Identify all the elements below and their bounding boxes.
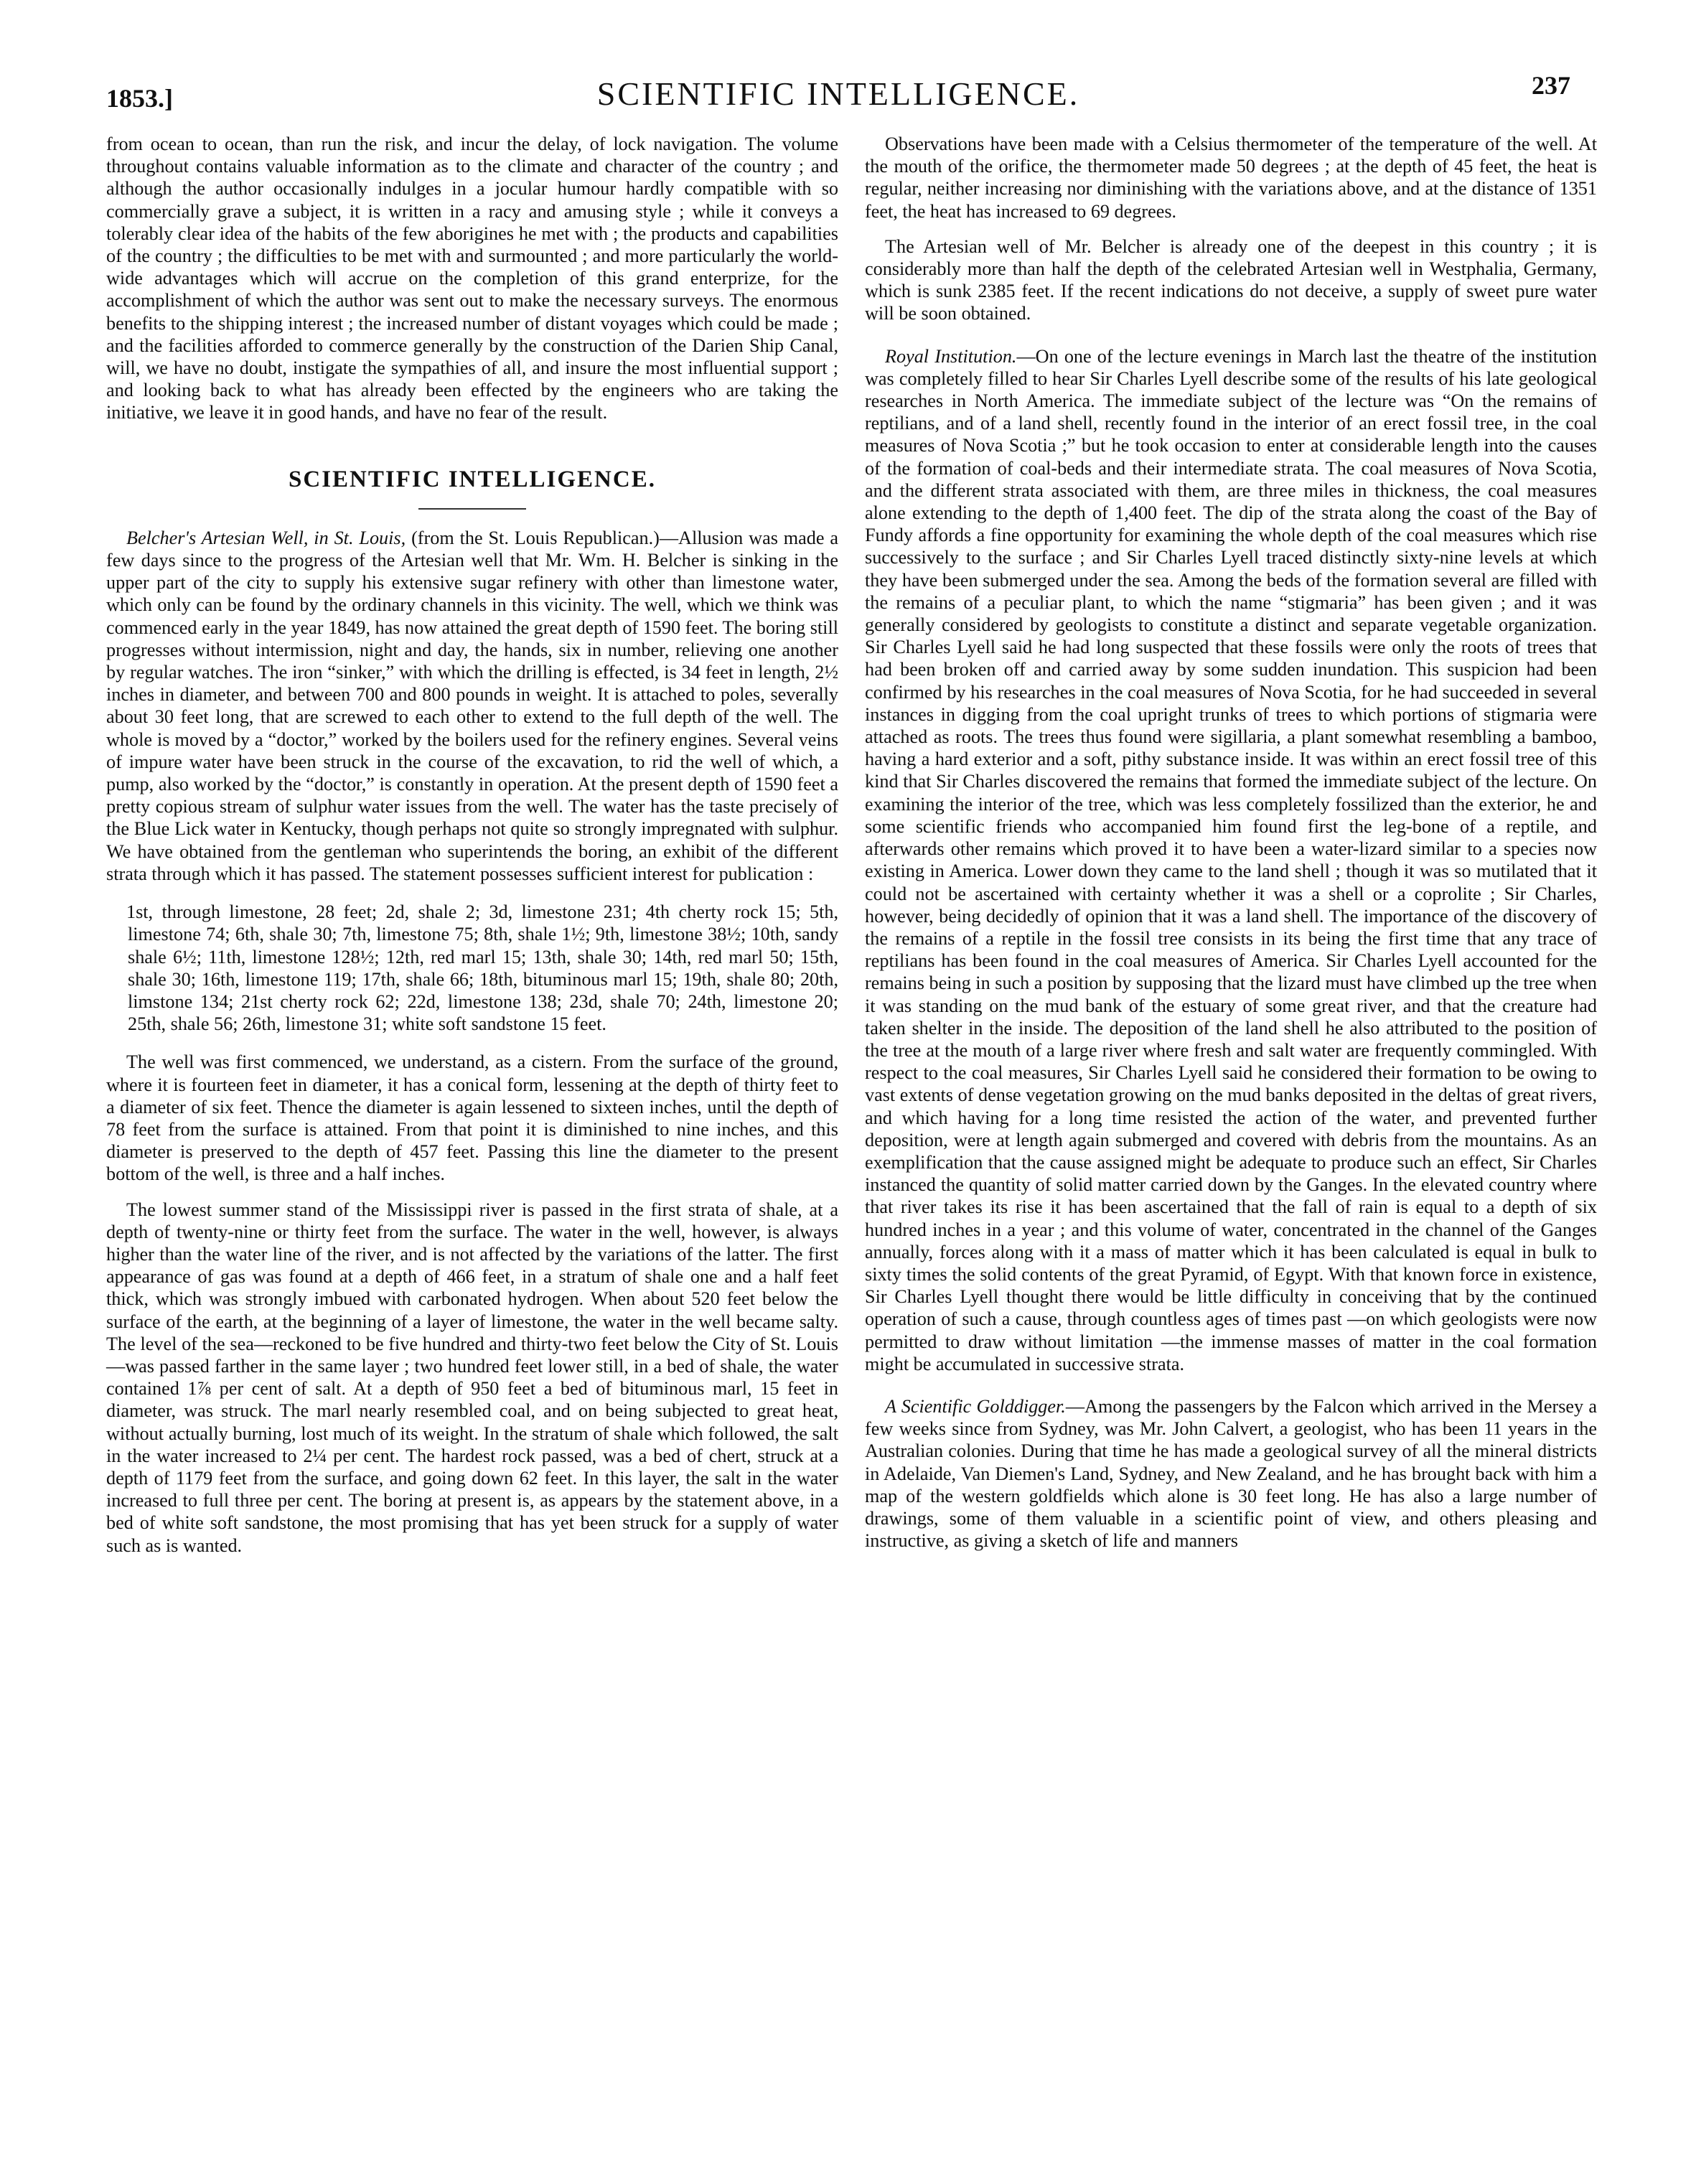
artesian-body: —Allusion was made a few days since to the progress of the Artesian well that Mr. Wm. H. Belcher is sinking in the upper part of the city to supply his extensive sugar refinery with other than limestone water, which only can be found by the ordinary channels in this vicinity. The well, which we think was commenced early in the year 1849, has now attained the great depth of 1590 feet. The boring still progresses without intermission, night and day, the hands, six in number, relieving one another by regular watches. The iron “sinker,” with which the drilling is effected, is 34 feet in length, 2½ inches in diameter, and between 700 and 800 pounds in weight. It is attached to poles, severally about 30 feet long, that are screwed to each other to extend to the full depth of the well. The whole is moved by a “doctor,” worked by the boilers used for the refinery engines. Several veins of impure water have been struck in the course of the excavation, to rid the well of which, a pump, also worked by the “doctor,” is constantly in operation. At the present depth of 1590 feet a pretty copious stream of sulphur water issues from the well. The water has the taste precisely of the Blue Lick water in Kentucky, though perhaps not quite so strongly impregnated with sulphur. We have obtained from the gentleman who superintends the boring, an exhibit of the different strata through which it has passed. The statement possesses sufficient interest for publication : [106, 527, 839, 884]
artesian-source: (from the St. Louis Republican.) [411, 527, 660, 548]
strata-item: 16th, limestone 119 ; [202, 969, 362, 990]
continuation-paragraph: from ocean to ocean, than run the risk, and incur the delay, of lock navigation. The volume throughout contains valuable information as to the climate and character of the country ; and although the author occasionally indulges in a jocular humour hardly compatible with so commercially grave a subject, it is written in a racy and amusing style ; while it conveys a tolerably clear idea of the habits of the few aborigines he met with ; the products and capabilities of the country ; the difficulties to be met with and surmounted ; and more particularly the world-wide advantages which will accrue on the completion of this grand enterprize, for the accomplishment of which the author was sent out to make the necessary surveys. The enormous benefits to the shipping interest ; the increased number of distant voyages which could be made ; and the facilities afforded to commerce generally by the construction of the Darien Ship Canal, will, we have no doubt, instigate the sympathies of all, and insure the most influential support ; and looking back to what has already been effected by the engineers who are taking the initiative, we leave it in good hands, and have no fear of the result. [106, 133, 838, 423]
strata-item: 18th, bituminous marl 15 ; [479, 969, 683, 990]
depth-paragraph: The Artesian well of Mr. Belcher is already one of the deepest in this country ; it is considerably more than half the depth of the celebrated Artesian well in Westphalia, Germany, which is sunk 2385 feet. If the recent indications do not deceive, a supply of sweet pure water will be soon obtained. [865, 235, 1597, 324]
header-year: 1853.] [106, 84, 173, 113]
strata-item: 25th, shale 56 ; [128, 1013, 243, 1034]
section-heading: SCIENTIFIC INTELLIGENCE. [289, 466, 656, 492]
strata-item: 8th, shale 1½ ; [484, 924, 596, 945]
strata-item: 24th, limestone 20 ; [688, 991, 838, 1012]
mississippi-paragraph: The lowest summer stand of the Mississippi river is passed in the first strata of shale, at a depth of twenty-nine or thirty feet from the surface. The water in the well, however, is always higher than the water line of the river, and is not affected by the variations of the latter. The first appearance of gas was found at a depth of 466 feet, in a stratum of shale one and a half feet thick, which was strongly imbued with carbonated hydrogen. When about 520 feet below the surface of the earth, at the beginning of a layer of limestone, the water in the well became salty. The level of the sea—reckoned to be five hundred and thirty-two feet below the City of St. Louis—was passed farther in the same layer ; two hundred feet lower still, in a bed of shale, the water contained 1⅞ per cent of salt. At a depth of 950 feet a bed of bituminous marl, 15 feet in diameter, was struck. The marl nearly resembled coal, and on being subjected to great heat, without actually burning, lost much of its weight. In the stratum of shale which followed, the salt in the water increased to 2¼ per cent. The hardest rock passed, was a bed of chert, struck at a depth of 1179 feet from the surface, and going down 62 feet. In this layer, the salt in the water increased to full three per cent. The boring at present is, as appears by the statement above, in a bed of white soft sandstone, the most promising that has yet been struck for a supply of water such as is wanted. [106, 1199, 838, 1556]
strata-item: 12th, red marl 15 ; [386, 947, 533, 967]
strata-item: 17th, shale 66 ; [362, 969, 479, 990]
strata-item: 15th, shale 30 ; [128, 947, 838, 990]
strata-item: 9th, limestone 38½ ; [596, 924, 751, 945]
artesian-paragraph [106, 527, 838, 885]
strata-item: 1st, through limestone, 28 feet ; [126, 901, 385, 922]
strata-item: 14th, red marl 50 ; [653, 947, 800, 967]
royal-institution-lead: Royal Institution. [885, 345, 1017, 367]
strata-item: 2d, shale 2 ; [385, 901, 489, 922]
cistern-paragraph: The well was first commenced, we understand, as a cistern. From the surface of the ground, where it is fourteen feet in diameter, it has a conical form, lessening at the depth of thirty feet to a diameter of six feet. Thence the diameter is again lessened to sixteen inches, until the depth of 78 feet from the surface is attained. From that point it is diminished to nine inches, and this diameter is preserved to the depth of 457 feet. Passing this line the diameter to the present bottom of the well, is three and a half inches. [106, 1051, 838, 1185]
strata-item: 13th, shale 30 ; [533, 947, 653, 967]
strata-item: 21st cherty rock 62 ; [241, 991, 408, 1012]
strata-item: white soft sandstone 15 feet. [392, 1013, 606, 1035]
strata-item: 22d, limestone 138 ; [407, 991, 569, 1012]
page-number: 237 [1532, 71, 1570, 100]
strata-item: 6th, shale 30 ; [235, 924, 342, 945]
strata-item: 3d, limestone 231 ; [489, 901, 645, 922]
strata-item: 20th, limstone 134 ; [128, 969, 838, 1012]
strata-item: 26th, limestone 31 ; [243, 1013, 392, 1034]
heading-rule [418, 508, 526, 510]
royal-institution-paragraph [865, 345, 1597, 1375]
running-head [106, 70, 1570, 113]
strata-list [106, 901, 838, 1035]
strata-item: 19th, shale 80 ; [683, 969, 800, 990]
golddigger-paragraph [865, 1395, 1597, 1552]
strata-item: 10th, sandy shale 6½ ; [128, 924, 838, 967]
strata-item: 7th, limestone 75 ; [342, 924, 484, 945]
strata-item: 4th cherty rock 15 ; [646, 901, 810, 922]
temperature-paragraph: Observations have been made with a Celsius thermometer of the temperature of the well. At the mouth of the orifice, the thermometer made 50 degrees ; at the depth of 45 feet, the heat is regular, neither increasing nor diminishing with the variations above, and at the distance of 1351 feet, the heat has increased to 69 degrees. [865, 133, 1597, 222]
golddigger-lead: A Scientific Golddigger. [885, 1395, 1066, 1417]
strata-item: 11th, limestone 128½ ; [208, 947, 386, 967]
golddigger-body: —Among the passengers by the Falcon which arrived in the Mersey a few weeks since from Sydney, was Mr. John Calvert, a geologist, who has been 11 years in the Australian colonies. During that time he has made a geological survey of all the mineral districts in Adelaide, Van Diemen's Land, Sydney, and New Zealand, and he has brought back with him a map of the western goldfields which alone is 30 feet long. He has also a large number of drawings, some of them valuable in a scientific point of view, and others pleasing and instructive, as giving a sketch of life and manners [865, 1395, 1597, 1552]
left-column [106, 133, 838, 1570]
strata-item: 5th, limestone 74 ; [128, 901, 838, 945]
artesian-lead: Belcher's Artesian Well, in St. Louis, [126, 527, 406, 548]
strata-item: 23d, shale 70 ; [570, 991, 688, 1012]
royal-institution-body: —On one of the lecture evenings in March last the theatre of the institution was completely filled to hear Sir Charles Lyell describe some of the results of his late geological researches in North America. The immediate subject of the lecture was “On the remains of reptilians, and of a land shell, recently found in the interior of an erect fossil tree, in the coal measures of Nova Scotia ;” but he took occasion to enter at considerable length into the causes of the formation of coal-beds and their intermediate strata. The coal measures of Nova Scotia, and the different strata associated with them, are three miles in thickness, the coal measures alone extending to the depth of 1,400 feet. The dip of the strata along the coast of the Bay of Fundy affords a fine opportunity for examining the whole depth of the coal measures which rise successively to the surface ; and Sir Charles Lyell traced distinctly sixty-nine levels at which they have been submerged under the sea. Among the beds of the formation several are filled with the remains of a peculiar plant, to which the name “stigmaria” has been given ; and it was generally considered by geologists to constitute a distinct and separate vegetable organization. Sir Charles Lyell said he had long suspected that these fossils were only the roots of trees that had been broken off and carried away by some sudden inundation. This suspicion had been confirmed by his researches in the coal measures of Nova Scotia, for he had succeeded in several instances in digging from the coal upright trunks of trees to which portions of stigmaria were attached as roots. The trees thus found were sigillaria, a plant somewhat resembling a bamboo, having a hard exterior and a soft, pithy substance inside. It was within an erect fossil tree of this kind that Sir Charles discovered the remains that formed the immediate subject of the lecture. On examining the interior of the tree, which was less completely fossilized than the exterior, he and some scientific friends who accompanied him found first the leg-bone of a reptile, and afterwards other remains which proved it to have been a water-lizard similar to a species now existing in America. Lower down they came to the land shell ; though it was so mutilated that it could not be ascertained with certainty whether it was a shell or a coprolite ; Sir Charles, however, being decidedly of opinion that it was a land shell. The importance of the discovery of the remains of a reptile in the fossil tree consists in its being the first time that any trace of reptilians has been found in the coal measures of America. Sir Charles Lyell accounted for the remains being in such a position by supposing that the lizard must have climbed up the tree when it was standing on the mud bank of the estuary of some great river, and that the creature had taken shelter in the inside. The deposition of the land shell he also attributed to the position of the tree at the mouth of a large river where fresh and salt water are frequently commingled. With respect to the coal measures, Sir Charles Lyell said he considered their formation to be owing to vast extents of dense vegetation growing on the mud banks deposited in the deltas of great rivers, and which having for a long time resisted the action of the water, and prevented further deposition, were at length again submerged and covered with debris from the mountains. As an exemplification that the cause assigned might be adequate to produce such an effect, Sir Charles instanced the quantity of solid matter carried down by the Ganges. In the elevated country where that river takes its rise it has been ascertained that the fall of rain is equal to a depth of six hundred inches in a year ; and this volume of water, concentrated in the channel of the Ganges annually, forces along with it a mass of matter which it has been calculated is equal in bulk to sixty times the solid contents of the great Pyramid, of Egypt. With that known force in existence, Sir Charles Lyell thought there would be little difficulty in conceiving that by the continued operation of such a cause, through countless ages of times past —on which geologists were now permitted to draw without limitation —the immense masses of matter in the coal formation might be accumulated in successive strata. [865, 345, 1598, 1374]
header-title: SCIENTIFIC INTELLIGENCE. [596, 75, 1080, 112]
right-column [865, 133, 1597, 1565]
